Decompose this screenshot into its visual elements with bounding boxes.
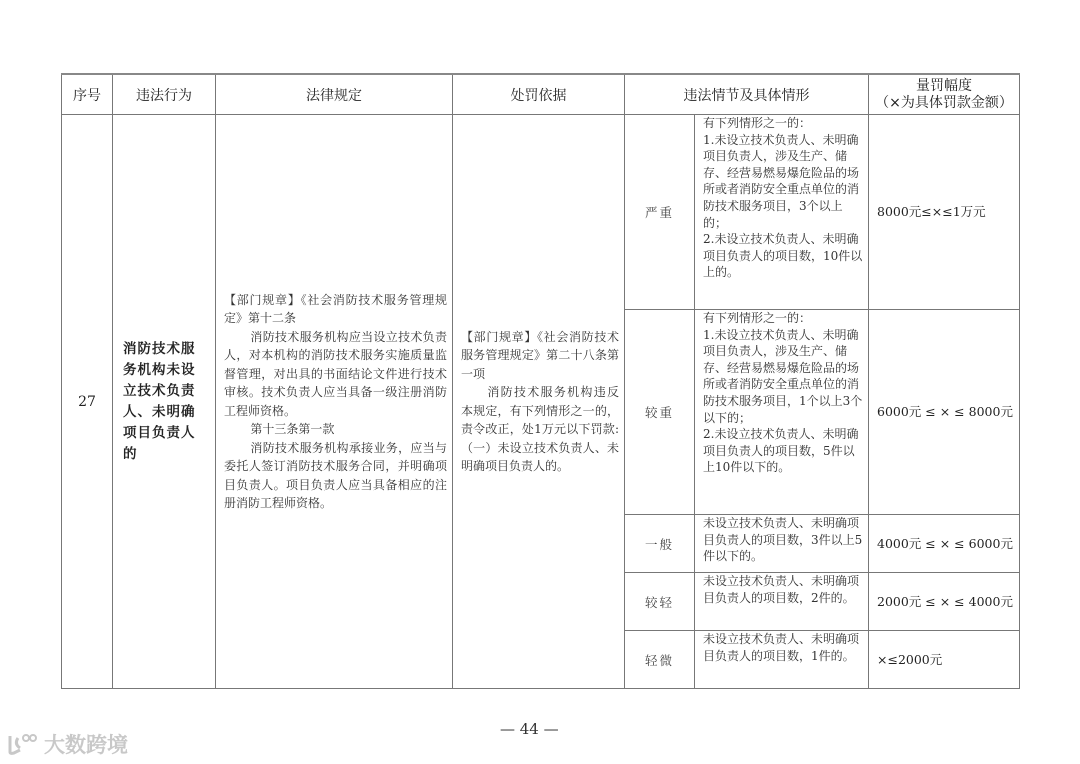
- header-act: 违法行为: [113, 74, 216, 115]
- severity-label: 较轻: [625, 573, 695, 631]
- law-paragraph: 【部门规章】《社会消防技术服务管理规定》第十二条: [224, 292, 447, 325]
- law-paragraph: 消防技术服务机构承接业务，应当与委托人签订消防技术服务合同，并明确项目负责人。项目负责人应当具备相应的注册消防工程师资格。: [224, 440, 447, 510]
- header-law: 法律规定: [216, 74, 453, 115]
- severity-detail: [695, 631, 869, 689]
- header-amount-line1: 量罚幅度: [916, 77, 972, 94]
- penalty-amount: 2000元 ≤ × ≤ 4000元: [869, 573, 1020, 631]
- severity-detail: [695, 115, 869, 310]
- severity-label: 严重: [625, 115, 695, 310]
- penalty-amount: 6000元 ≤ × ≤ 8000元: [869, 310, 1020, 515]
- table-row: [62, 115, 1020, 310]
- detail-line: 未设立技术负责人、未明确项目负责人的项目数，2件的。: [703, 574, 860, 605]
- basis-paragraph: 消防技术服务机构违反本规定，有下列情形之一的，责令改正，处1万元以下罚款:（一）未设立技术负责人、未明确项目负责人的。: [461, 385, 619, 473]
- severity-detail: [695, 310, 869, 515]
- penalty-amount: ×≤2000元: [869, 631, 1020, 689]
- detail-line: 未设立技术负责人、未明确项目负责人的项目数，1件的。: [703, 632, 860, 663]
- penalty-table: [61, 73, 1020, 689]
- penalty-basis: [453, 115, 625, 689]
- basis-paragraph: 【部门规章】《社会消防技术服务管理规定》第二十八条第一项: [461, 329, 619, 381]
- detail-line: 未设立技术负责人、未明确项目负责人的项目数，3件以上5件以下的。: [703, 516, 863, 564]
- detail-line: 1.未设立技术负责人、未明确项目负责人，涉及生产、储存、经营易燃易爆危险品的场所或者消防安全重点单位的消防技术服务项目，3个以上的；: [703, 132, 860, 230]
- detail-line: 有下列情形之一的：: [703, 116, 812, 130]
- logo-icon: [6, 732, 40, 756]
- detail-line: 1.未设立技术负责人、未明确项目负责人，涉及生产、储存、经营易燃易爆危险品的场所或者消防安全重点单位的消防技术服务项目，1个以上3个以下的；: [703, 327, 863, 425]
- severity-detail: [695, 573, 869, 631]
- header-amount-line2: （×为具体罚款金额）: [875, 94, 1013, 111]
- severity-label: 一般: [625, 515, 695, 573]
- watermark: [6, 729, 128, 759]
- header-no: 序号: [62, 74, 113, 115]
- detail-line: 2.未设立技术负责人、未明确项目负责人的项目数，10件以上的。: [703, 232, 863, 280]
- legal-provision: [216, 115, 453, 689]
- page-number: — 44 —: [500, 720, 559, 738]
- severity-label: 较重: [625, 310, 695, 515]
- violation-act: 消防技术服务机构未设立技术负责人、未明确项目负责人的: [113, 115, 216, 689]
- watermark-text: 大数跨境: [44, 733, 128, 757]
- header-basis: 处罚依据: [453, 74, 625, 115]
- table-header-row: [62, 74, 1020, 115]
- header-amount: [869, 74, 1020, 115]
- row-number: 27: [62, 115, 113, 689]
- detail-line: 有下列情形之一的：: [703, 311, 812, 325]
- detail-line: 2.未设立技术负责人、未明确项目负责人的项目数，5件以上10件以下的。: [703, 427, 859, 475]
- law-paragraph: 消防技术服务机构应当设立技术负责人，对本机构的消防技术服务实施质量监督管理，对出具的书面结论文件进行技术审核。技术负责人应当具备一级注册消防工程师资格。: [224, 329, 447, 418]
- law-paragraph: 第十三条第一款: [250, 422, 335, 436]
- penalty-amount: 4000元 ≤ × ≤ 6000元: [869, 515, 1020, 573]
- penalty-amount: 8000元≤×≤1万元: [869, 115, 1020, 310]
- severity-label: 轻微: [625, 631, 695, 689]
- severity-detail: [695, 515, 869, 573]
- header-circumstances: 违法情节及具体情形: [625, 74, 869, 115]
